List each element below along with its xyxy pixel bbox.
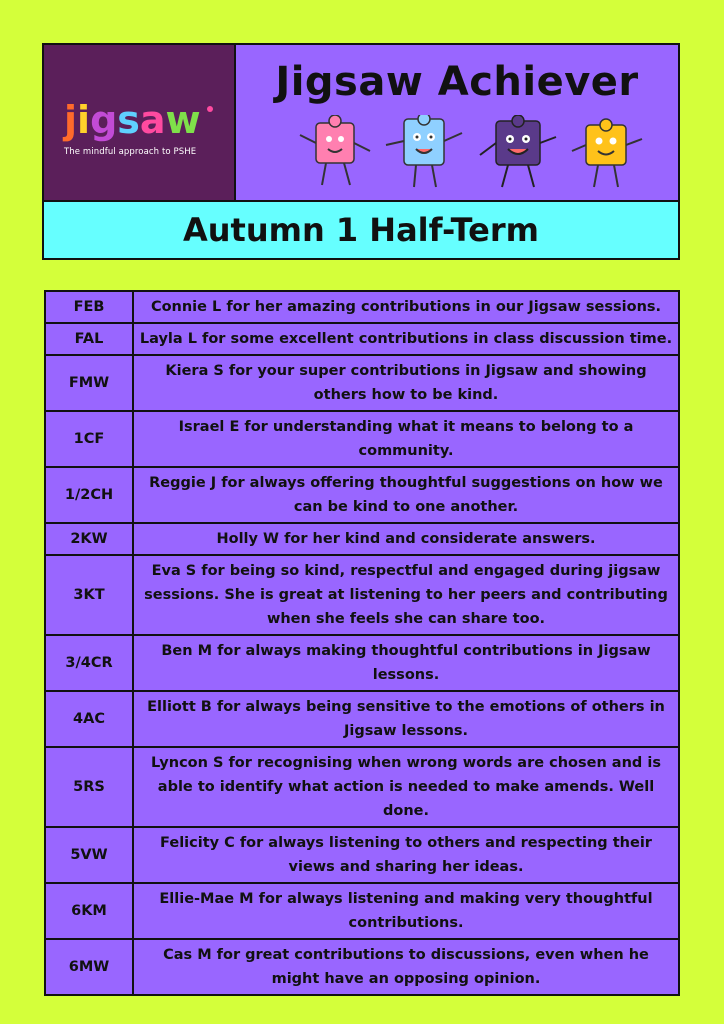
class-code: 1/2CH <box>45 467 133 523</box>
table-row <box>45 523 679 555</box>
table-row <box>45 467 679 523</box>
achievement-text: Connie L for her amazing contributions in our Jigsaw sessions. <box>133 291 679 323</box>
achievement-text: Kiera S for your super contributions in Jigsaw and showing others how to be kind. <box>133 355 679 411</box>
table-row <box>45 939 679 995</box>
achievement-text: Lyncon S for recognising when wrong words are chosen and is able to identify what action is needed to make amends. Well done. <box>133 747 679 827</box>
achievement-text: Cas M for great contributions to discussions, even when he might have an opposing opinion. <box>133 939 679 995</box>
purple-piece-icon <box>480 115 556 187</box>
class-code: 2KW <box>45 523 133 555</box>
table-row <box>45 291 679 323</box>
achievement-text: Elliott B for always being sensitive to the emotions of others in Jigsaw lessons. <box>133 691 679 747</box>
logo-tagline: The mindful approach to PSHE <box>64 147 197 157</box>
class-code: 1CF <box>45 411 133 467</box>
jigsaw-characters-icon <box>286 115 666 195</box>
header-banner <box>42 43 680 260</box>
table-row <box>45 883 679 939</box>
pink-piece-icon <box>300 115 370 185</box>
table-row <box>45 635 679 691</box>
achievement-text: Felicity C for always listening to others and respecting their views and sharing her ideas. <box>133 827 679 883</box>
class-code: 6KM <box>45 883 133 939</box>
title-panel <box>236 45 678 200</box>
table-row <box>45 827 679 883</box>
achievement-text: Ben M for always making thoughtful contributions in Jigsaw lessons. <box>133 635 679 691</box>
jigsaw-logo <box>44 45 236 200</box>
table-row <box>45 355 679 411</box>
achievement-text: Ellie-Mae M for always listening and making very thoughtful contributions. <box>133 883 679 939</box>
class-code: FEB <box>45 291 133 323</box>
class-code: FMW <box>45 355 133 411</box>
page-title: Jigsaw Achiever <box>275 59 639 105</box>
table-row <box>45 747 679 827</box>
table-row <box>45 323 679 355</box>
achievement-text: Layla L for some excellent contributions in class discussion time. <box>133 323 679 355</box>
achievement-text: Eva S for being so kind, respectful and engaged during jigsaw sessions. She is great at listening to her peers and contributing when she feels she can share too. <box>133 555 679 635</box>
half-term-heading: Autumn 1 Half-Term <box>44 200 678 258</box>
achievement-text: Reggie J for always offering thoughtful suggestions on how we can be kind to one another. <box>133 467 679 523</box>
class-code: 4AC <box>45 691 133 747</box>
blue-piece-icon <box>386 115 462 187</box>
class-code: FAL <box>45 323 133 355</box>
achievers-table <box>44 290 680 996</box>
jigsaw-wordmark-icon <box>62 95 222 145</box>
table-row <box>45 555 679 635</box>
yellow-piece-icon <box>572 119 642 187</box>
class-code: 5RS <box>45 747 133 827</box>
table-row <box>45 691 679 747</box>
class-code: 6MW <box>45 939 133 995</box>
achievement-text: Holly W for her kind and considerate answers. <box>133 523 679 555</box>
class-code: 5VW <box>45 827 133 883</box>
achievement-text: Israel E for understanding what it means to belong to a community. <box>133 411 679 467</box>
class-code: 3KT <box>45 555 133 635</box>
class-code: 3/4CR <box>45 635 133 691</box>
table-row <box>45 411 679 467</box>
svg-text:jigsaw: jigsaw <box>64 98 201 142</box>
